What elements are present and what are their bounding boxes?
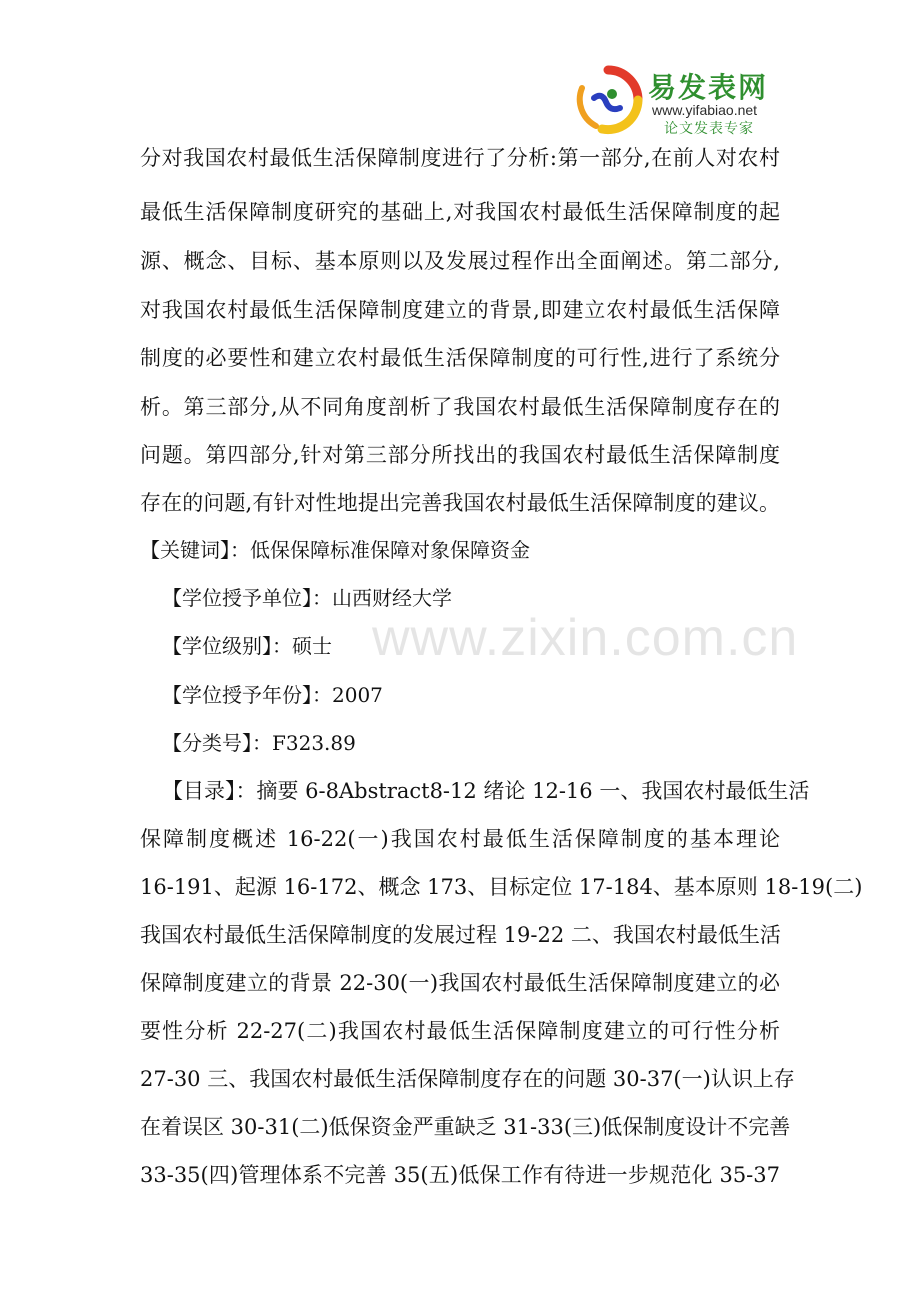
toc-line: 27-30 三、我国农村最低生活保障制度存在的问题 30-37(一)认识上存 <box>140 1067 795 1091</box>
toc-line: 【目录】：摘要 6-8Abstract8-12 绪论 12-16 一、我国农村最低生活 <box>162 779 810 803</box>
abstract-line: 最低生活保障制度研究的基础上,对我国农村最低生活保障制度的起 <box>140 200 780 224</box>
abstract-line: 存在的问题,有针对性地提出完善我国农村最低生活保障制度的建议。 <box>140 491 780 515</box>
degree-level: 【学位级别】：硕士 <box>162 634 332 658</box>
logo-ring-icon <box>572 64 644 136</box>
abstract-line: 对我国农村最低生活保障制度建立的背景,即建立农村最低生活保障 <box>140 298 780 322</box>
toc-line: 我国农村最低生活保障制度的发展过程 19-22 二、我国农村最低生活 <box>140 923 781 947</box>
toc-line: 33-35(四)管理体系不完善 35(五)低保工作有待进一步规范化 35-37 <box>140 1163 780 1187</box>
degree-year: 【学位授予年份】：2007 <box>162 683 383 707</box>
logo-brand-text: 易发表网 <box>648 71 769 104</box>
toc-line: 要性分析 22-27(二)我国农村最低生活保障制度建立的可行性分析 <box>140 1019 780 1043</box>
abstract-line: 制度的必要性和建立农村最低生活保障制度的可行性,进行了系统分 <box>140 346 780 370</box>
classification-number: 【分类号】：F323.89 <box>162 731 356 755</box>
abstract-line: 问题。第四部分,针对第三部分所找出的我国农村最低生活保障制度 <box>140 443 780 467</box>
abstract-line: 分对我国农村最低生活保障制度进行了分析:第一部分,在前人对农村 <box>140 146 780 170</box>
logo-tagline: 论文发表专家 <box>664 121 754 137</box>
toc-line: 保障制度概述 16-22(一)我国农村最低生活保障制度的基本理论 <box>140 827 780 851</box>
abstract-line: 源、概念、目标、基本原则以及发展过程作出全面阐述。第二部分, <box>140 249 780 273</box>
toc-line: 保障制度建立的背景 22-30(一)我国农村最低生活保障制度建立的必 <box>140 971 780 995</box>
logo-url: www.yifabiao.net <box>652 102 758 118</box>
site-logo <box>572 64 784 140</box>
toc-line: 在着误区 30-31(二)低保资金严重缺乏 31-33(三)低保制度设计不完善 <box>140 1115 791 1139</box>
toc-line: 16-191、起源 16-172、概念 173、目标定位 17-184、基本原则 18-19(二) <box>140 875 863 899</box>
degree-unit: 【学位授予单位】：山西财经大学 <box>162 586 452 610</box>
watermark: www.zixin.com.cn <box>372 609 799 667</box>
abstract-line: 析。第三部分,从不同角度剖析了我国农村最低生活保障制度存在的 <box>140 395 780 419</box>
keywords: 【关键词】：低保保障标准保障对象保障资金 <box>140 538 530 562</box>
